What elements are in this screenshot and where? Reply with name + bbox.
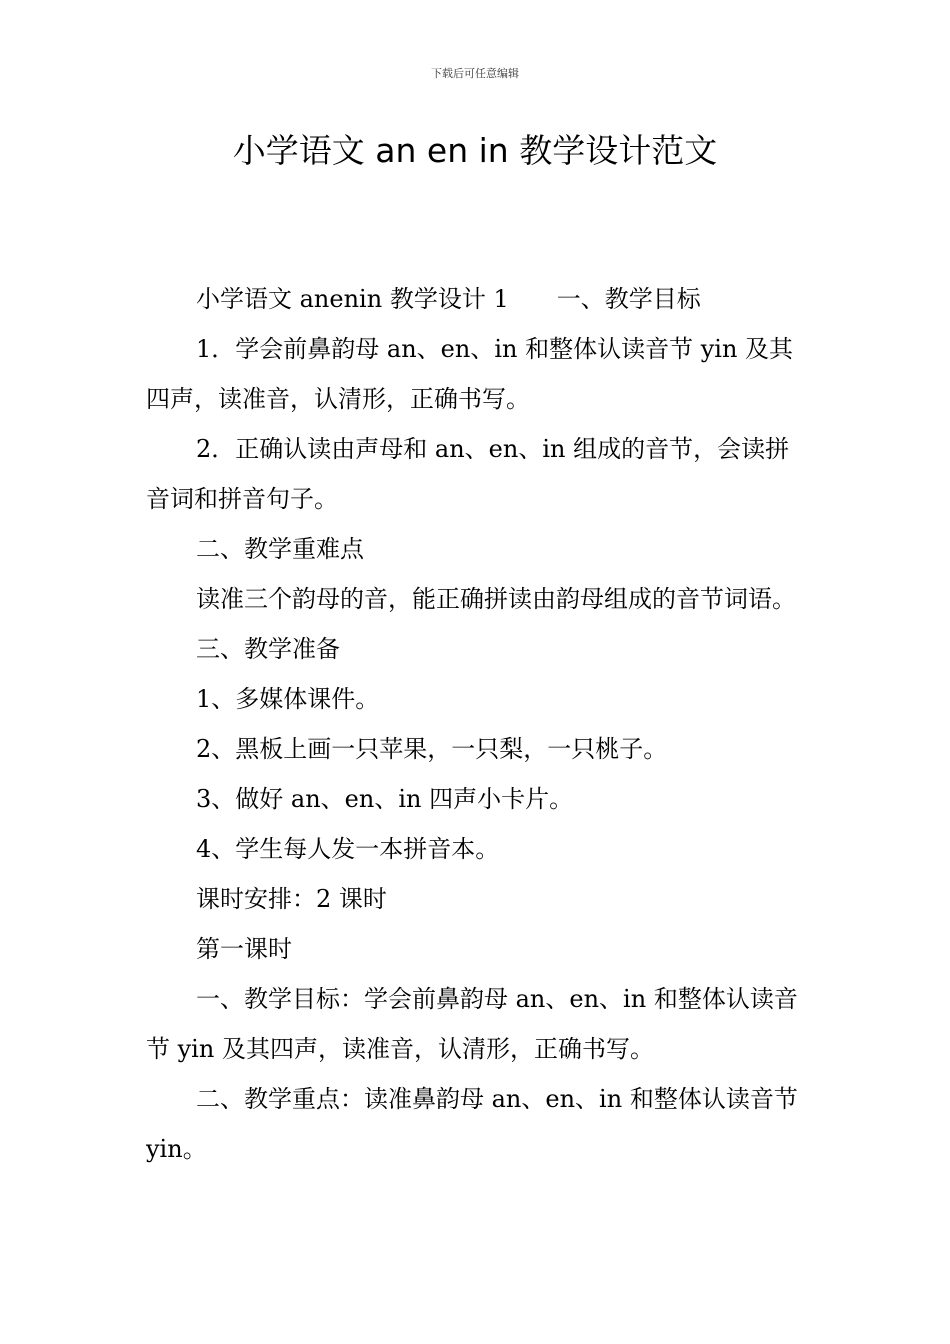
paragraph-prep-2: 2、黑板上画一只苹果，一只梨，一只桃子。 [196,735,668,763]
header-note: 下载后可任意编辑 [431,67,519,80]
paragraph-key-points: 读准三个韵母的音，能正确拼读由韵母组成的音节词语。 [196,585,796,613]
paragraph-goal-1: 1．学会前鼻韵母 an、en、in 和整体认读音节 yin 及其四声，读准音，认清形，正确书写。 [146,335,794,413]
intro-paragraph [146,274,810,324]
document-body [146,274,810,1174]
heading-key-points: 二、教学重难点 [196,535,364,563]
intro-left: 小学语文 anenin 教学设计 1 [196,285,509,313]
paragraph-lesson-goal: 一、教学目标：学会前鼻韵母 an、en、in 和整体认读音节 yin 及其四声，读准音，认清形，正确书写。 [146,985,798,1063]
paragraph-prep-1: 1、多媒体课件。 [196,685,380,713]
document-title: 小学语文 an en in 教学设计范文 [232,131,718,170]
paragraph-prep-3: 3、做好 an、en、in 四声小卡片。 [196,785,574,813]
paragraph-schedule: 课时安排：2 课时 [196,885,387,913]
paragraph-goal-2: 2．正确认读由声母和 an、en、in 组成的音节，会读拼音词和拼音句子。 [146,435,790,513]
heading-first-lesson: 第一课时 [196,935,292,963]
intro-right: 一、教学目标 [556,285,701,313]
heading-preparation: 三、教学准备 [196,635,340,663]
paragraph-prep-4: 4、学生每人发一本拼音本。 [196,835,500,863]
paragraph-lesson-focus: 二、教学重点：读准鼻韵母 an、en、in 和整体认读音节 yin。 [146,1085,798,1163]
